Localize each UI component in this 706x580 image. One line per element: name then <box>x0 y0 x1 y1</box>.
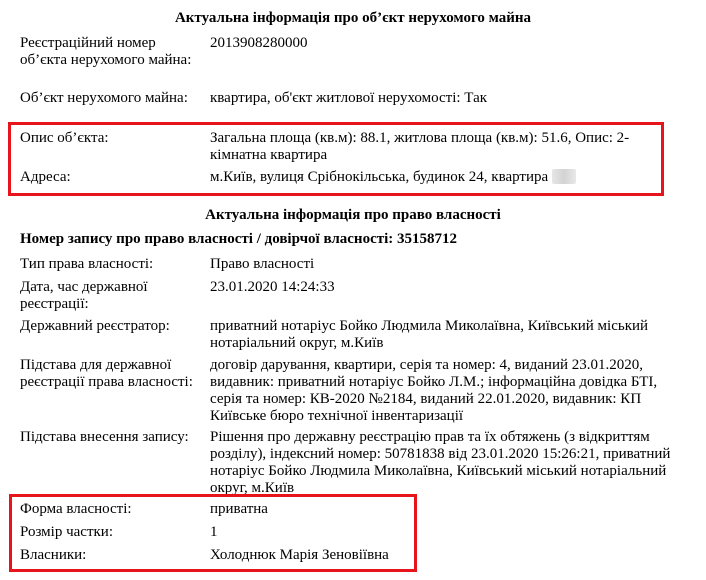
value-object-type: квартира, об'єкт житлової нерухомості: Так <box>210 90 488 106</box>
redacted-apartment-number <box>552 169 576 184</box>
ownership-section-title: Актуальна інформація про право власності <box>205 207 501 223</box>
value-entry-basis: Рішення про державну реєстрацію прав та їх обтяжень (з відкриттям розділу), індексний номер: 50781838 від 23.01.2020 15:26:21, приватний нотаріус Бойко Людмила Миколаївна, Київський міський нотаріальний округ, м.Київ <box>210 429 671 496</box>
value-ownership-type: Право власності <box>210 256 315 272</box>
label-owners: Власники: <box>20 547 87 563</box>
ownership-record-title: Номер запису про право власності / довірчої власності: 35158712 <box>20 231 458 247</box>
value-state-registrar: приватний нотаріус Бойко Людмила Миколаївна, Київський міський нотаріальний округ, м.Київ <box>210 318 649 351</box>
label-object-description: Опис об’єкта: <box>20 130 109 146</box>
value-registration-date: 23.01.2020 14:24:33 <box>210 279 335 295</box>
value-ownership-form: приватна <box>210 501 268 517</box>
value-address <box>210 169 680 186</box>
label-registration-date: Дата, час державної реєстрації: <box>20 279 148 312</box>
value-owners: Холоднюк Марія Зеновіївна <box>210 547 389 563</box>
value-share-size: 1 <box>210 524 218 540</box>
label-state-registrar: Державний реєстратор: <box>20 318 170 334</box>
label-registration-basis: Підстава для державної реєстрації права власності: <box>20 357 193 390</box>
label-address: Адреса: <box>20 169 71 185</box>
value-object-description: Загальна площа (кв.м): 88.1, житлова площа (кв.м): 51.6, Опис: 2-кімнатна квартира <box>210 130 630 163</box>
value-registration-basis: договір дарування, квартири, серія та номер: 4, виданий 23.01.2020, видавник: приватний нотаріус Бойко Л.М.; інформаційна довідка БТІ, серія та номер: КВ-2020 №2184, виданий 22.01.2020, видавник: КП Київське бюро технічної інвентаризації <box>210 357 658 424</box>
label-ownership-type: Тип права власності: <box>20 256 154 272</box>
label-ownership-form: Форма власності: <box>20 501 132 517</box>
object-section-title: Актуальна інформація про об’єкт нерухомого майна <box>174 10 532 26</box>
label-registration-number: Реєстраційний номер об’єкта нерухомого майна: <box>20 35 192 68</box>
value-registration-number: 2013908280000 <box>210 35 308 51</box>
label-share-size: Розмір частки: <box>20 524 113 540</box>
label-object-type: Об’єкт нерухомого майна: <box>20 90 188 106</box>
address-text: м.Київ, вулиця Срібнокільська, будинок 24, квартира <box>210 169 549 185</box>
label-entry-basis: Підстава внесення запису: <box>20 429 189 445</box>
